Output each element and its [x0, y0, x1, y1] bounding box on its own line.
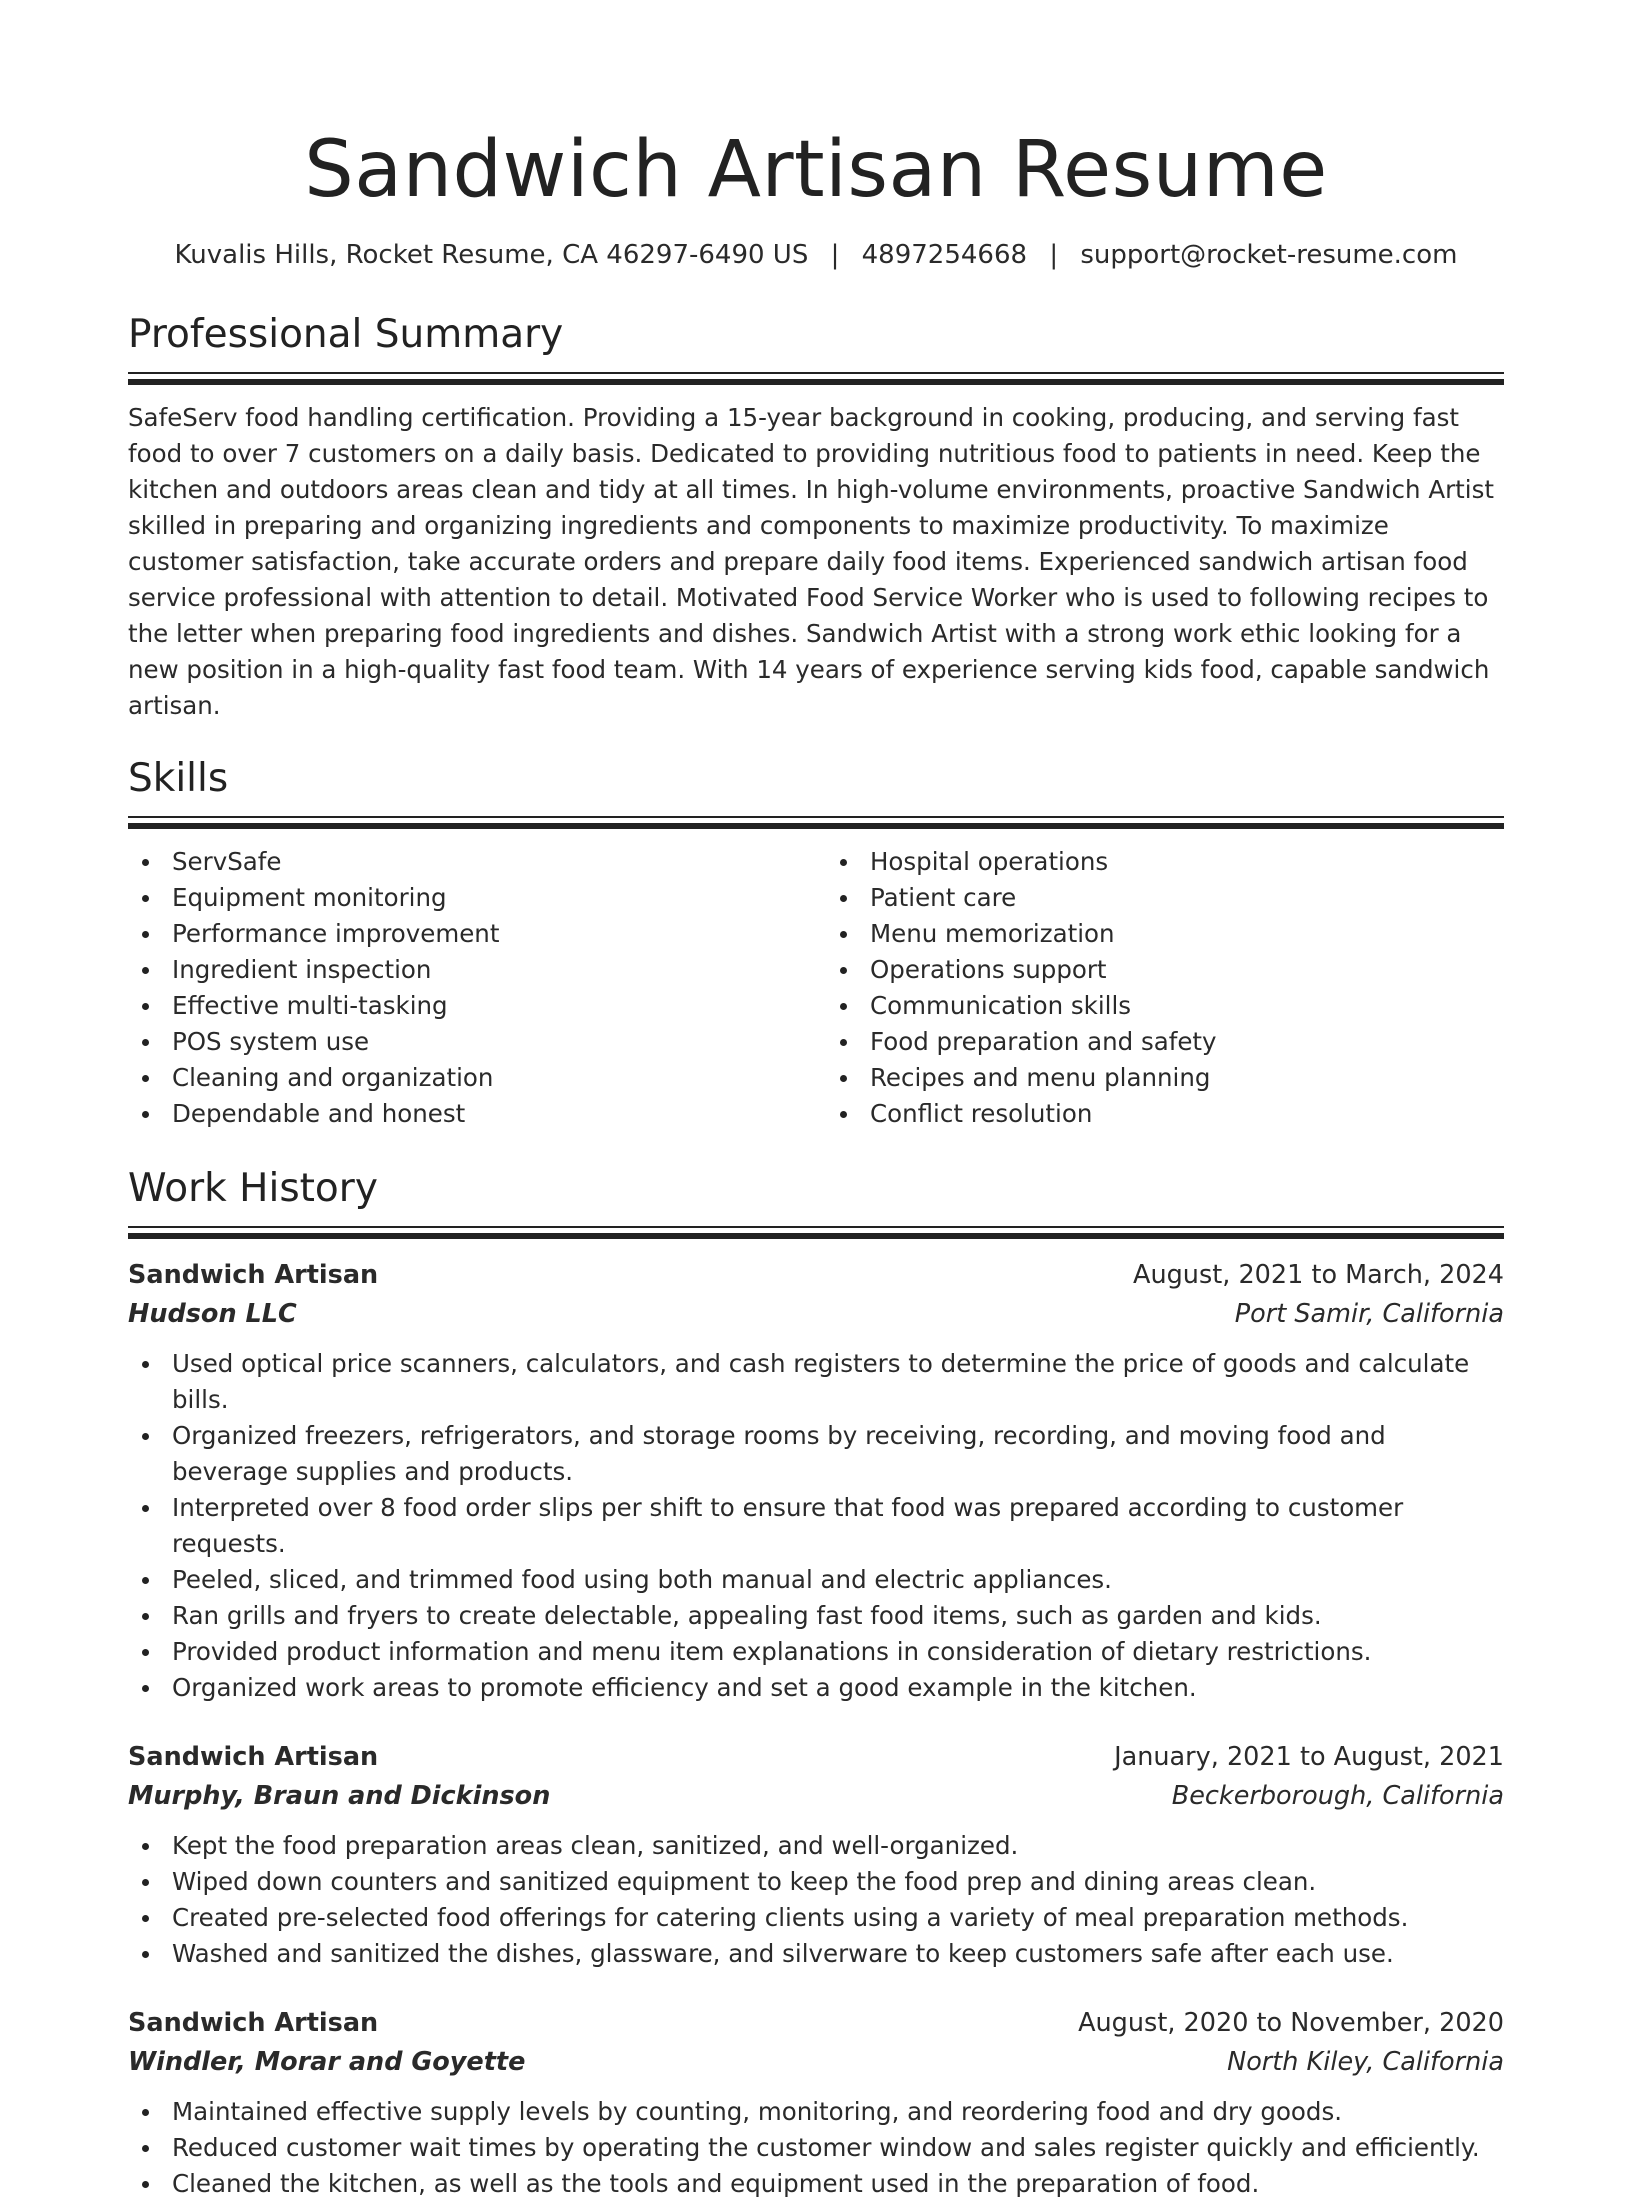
skill-item: Effective multi-tasking — [128, 988, 806, 1024]
job-company-row — [128, 1294, 1504, 1334]
job-location: North Kiley, California — [1227, 2047, 1504, 2077]
job-bullet: Created pre-selected food offerings for catering clients using a variety of meal preparation methods. — [128, 1900, 1504, 1936]
section-divider — [128, 372, 1504, 386]
skills-list-right — [806, 844, 1504, 1132]
contact-separator: | — [1049, 240, 1059, 270]
job-company-row — [128, 1776, 1504, 1816]
job-dates: January, 2021 to August, 2021 — [1114, 1742, 1504, 1772]
job-bullet: Interpreted over 8 food order slips per shift to ensure that food was prepared according to customer requests. — [128, 1490, 1504, 1562]
job-header-row — [128, 2004, 1504, 2042]
skill-item: Conflict resolution — [826, 1096, 1504, 1132]
skill-item: Performance improvement — [128, 916, 806, 952]
skill-item: Operations support — [826, 952, 1504, 988]
skill-item: Menu memorization — [826, 916, 1504, 952]
job-bullet: Peeled, sliced, and trimmed food using both manual and electric appliances. — [128, 1562, 1504, 1598]
job-entry — [128, 1738, 1504, 1972]
section-heading: Professional Summary — [128, 312, 564, 357]
section-heading: Work History — [128, 1166, 378, 1211]
job-bullet: Wiped down counters and sanitized equipment to keep the food prep and dining areas clean. — [128, 1864, 1504, 1900]
job-header-row — [128, 1256, 1504, 1294]
job-bullet: Ran grills and fryers to create delectable, appealing fast food items, such as garden and kids. — [128, 1598, 1504, 1634]
job-bullets — [128, 1828, 1504, 1972]
skill-item: Patient care — [826, 880, 1504, 916]
resume-title: Sandwich Artisan Resume — [304, 125, 1328, 215]
job-bullet: Used optical price scanners, calculators, and cash registers to determine the price of goods and calculate bills. — [128, 1346, 1504, 1418]
job-bullet: Kept the food preparation areas clean, sanitized, and well-organized. — [128, 1828, 1504, 1864]
summary-text: SafeServ food handling certification. Providing a 15-year background in cooking, producing, and serving fast food to over 7 customers on a daily basis. Dedicated to providing nutritious food to patients in need. Keep the kitchen and outdoors areas clean and tidy at all times. In high-volume environments, proactive Sandwich Artist skilled in preparing and organizing ingredients and components to maximize productivity. To maximize customer satisfaction, take accurate orders and prepare daily food items. Experienced sandwich artisan food service professional with attention to detail. Motivated Food Service Worker who is used to following recipes to the letter when preparing food ingredients and dishes. Sandwich Artist with a strong work ethic looking for a new position in a high-quality fast food team. With 14 years of experience serving kids food, capable sandwich artisan. — [128, 403, 1494, 720]
job-entry — [128, 2004, 1504, 2202]
skill-item: POS system use — [128, 1024, 806, 1060]
contact-email[interactable]: support@rocket-resume.com — [1080, 240, 1458, 270]
job-location: Beckerborough, California — [1171, 1781, 1504, 1811]
skill-item: Communication skills — [826, 988, 1504, 1024]
section-heading: Skills — [128, 756, 229, 801]
job-dates: August, 2020 to November, 2020 — [1078, 2008, 1504, 2038]
work-history-section — [128, 1164, 1504, 2202]
skills-section — [128, 754, 1504, 1132]
skill-item: Food preparation and safety — [826, 1024, 1504, 1060]
job-entry — [128, 1256, 1504, 1706]
skills-list-left — [128, 844, 806, 1132]
job-bullet: Organized freezers, refrigerators, and storage rooms by receiving, recording, and moving food and beverage supplies and products. — [128, 1418, 1504, 1490]
contact-phone: 4897254668 — [861, 240, 1028, 270]
contact-line — [128, 238, 1504, 272]
job-title: Sandwich Artisan — [128, 1260, 379, 1290]
skill-item: Cleaning and organization — [128, 1060, 806, 1096]
job-bullet: Organized work areas to promote efficiency and set a good example in the kitchen. — [128, 1670, 1504, 1706]
job-company: Murphy, Braun and Dickinson — [128, 1781, 551, 1811]
contact-address: Kuvalis Hills, Rocket Resume, CA 46297-6490 US — [174, 240, 809, 270]
skill-item: Recipes and menu planning — [826, 1060, 1504, 1096]
job-location: Port Samir, California — [1234, 1299, 1504, 1329]
job-bullet: Washed and sanitized the dishes, glassware, and silverware to keep customers safe after each use. — [128, 1936, 1504, 1972]
job-dates: August, 2021 to March, 2024 — [1133, 1260, 1504, 1290]
job-company: Hudson LLC — [128, 1299, 297, 1329]
section-divider — [128, 1226, 1504, 1240]
contact-separator: | — [830, 240, 840, 270]
job-bullet: Provided product information and menu item explanations in consideration of dietary restrictions. — [128, 1634, 1504, 1670]
skill-item: Equipment monitoring — [128, 880, 806, 916]
job-bullet: Reduced customer wait times by operating the customer window and sales register quickly and efficiently. — [128, 2130, 1504, 2166]
skill-item: Ingredient inspection — [128, 952, 806, 988]
job-title: Sandwich Artisan — [128, 2008, 379, 2038]
skill-item: Hospital operations — [826, 844, 1504, 880]
skill-item: ServSafe — [128, 844, 806, 880]
job-bullet: Cleaned the kitchen, as well as the tools and equipment used in the preparation of food. — [128, 2166, 1504, 2202]
professional-summary-section — [128, 310, 1504, 724]
job-bullets — [128, 2094, 1504, 2202]
job-title: Sandwich Artisan — [128, 1742, 379, 1772]
job-company-row — [128, 2042, 1504, 2082]
job-header-row — [128, 1738, 1504, 1776]
job-bullet: Maintained effective supply levels by counting, monitoring, and reordering food and dry goods. — [128, 2094, 1504, 2130]
job-bullets — [128, 1346, 1504, 1706]
job-company: Windler, Morar and Goyette — [128, 2047, 526, 2077]
skill-item: Dependable and honest — [128, 1096, 806, 1132]
skills-columns — [128, 844, 1504, 1132]
section-divider — [128, 816, 1504, 830]
